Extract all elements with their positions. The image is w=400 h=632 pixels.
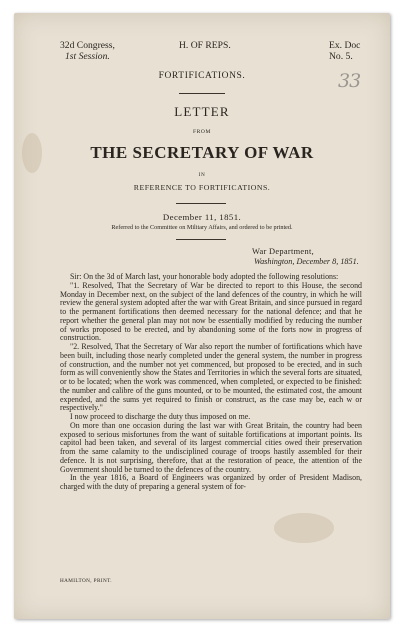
in-label: IN xyxy=(198,172,206,178)
body-paragraph: "2. Resolved, That the Secretary of War also report the number of fortifications which have been built, including those nearly completed under the general system, the number in progress of construction, and the number not yet commenced, but proposed to be erected, and in such form as will conveniently show the States and Territories in which the several forts are situated, or to be located; when the work was commenced, when completed, or expected to be finished: the number and calibre of the guns mounted, or to be mounted, the estimated cost, the amount expended, and the sums yet required to finish or construct, as the case may be, each w or respectively." xyxy=(60,342,362,413)
letter-body xyxy=(60,273,362,492)
body-paragraph: "1. Resolved, That the Secretary of War be directed to report to this House, the second Monday in December next, on the subject of the land defences of the country, in which he will review the general system adopted after the war with Great Britain, and since pursued in regard to the permanent fortifications then deemed necessary for the national defence; and that he report whether the general plan may not now be essentially modified by reducing the number of works proposed to be erected, and by abandoning some of the forts now in progress of construction. xyxy=(60,280,362,343)
date-line: December 11, 1851. xyxy=(162,212,242,222)
from-label: FROM xyxy=(193,129,211,135)
department-name: War Department, xyxy=(252,247,314,256)
house-label: H. OF REPS. xyxy=(179,40,231,51)
reference-heading: REFERENCE TO FORTIFICATIONS. xyxy=(133,183,271,192)
paper-stain xyxy=(274,513,334,543)
divider xyxy=(179,93,225,94)
congress-session xyxy=(60,41,115,62)
doc-label: Ex. Doc xyxy=(329,40,361,51)
body-paragraph: Sir: On the 3d of March last, your honorable body adopted the following resolutions: xyxy=(70,272,339,281)
body-paragraph: In the year 1816, a Board of Engineers was organized by order of President Madison, charged with the duty of preparing a general system of for- xyxy=(60,473,362,491)
secretary-heading: THE SECRETARY OF WAR xyxy=(90,143,314,162)
topic-heading: FORTIFICATIONS. xyxy=(158,71,246,81)
handwritten-number: 33 xyxy=(338,70,361,92)
divider xyxy=(176,203,226,204)
body-paragraph: On more than one occasion during the last war with Great Britain, the country had been exposed to serious misfortunes from the want of suitable fortifications at important points. Its capitol had been taken, and several of its largest commercial cities owed their preservation from the same calamity to the undisciplined courage of troops hastily assembled for their defence. It is not surprising, therefore, that at the restoration of peace, the attention of the Government should be turned to the defences of the country. xyxy=(60,420,362,474)
body-paragraph: I now proceed to discharge the duty thus imposed on me. xyxy=(70,412,251,421)
session-label: 1st Session. xyxy=(65,50,110,62)
doc-number-value: No. 5. xyxy=(329,50,353,62)
divider xyxy=(176,239,226,240)
place-date: Washington, December 8, 1851. xyxy=(254,257,359,266)
congress-label: 32d Congress, xyxy=(60,40,115,51)
doc-number xyxy=(329,41,360,62)
printer-imprint: HAMILTON, PRINT. xyxy=(60,578,112,584)
letter-heading: LETTER xyxy=(174,104,230,119)
referral-note: Referred to the Committee on Military Affairs, and ordered to be printed. xyxy=(111,224,293,231)
